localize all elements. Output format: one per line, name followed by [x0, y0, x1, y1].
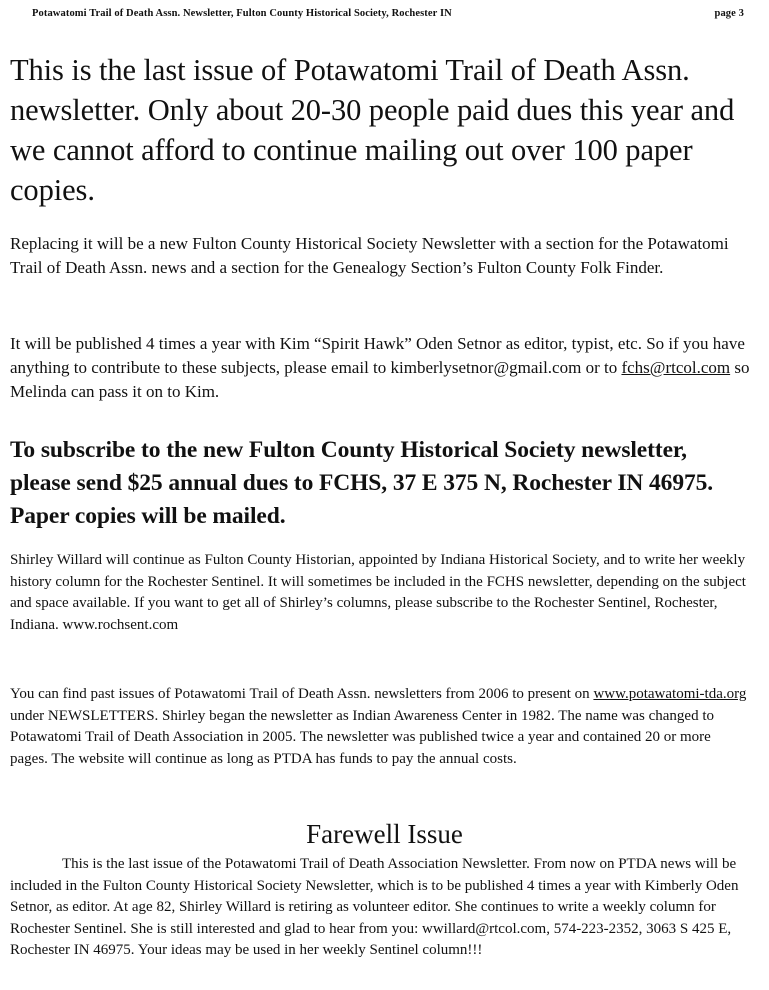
- publication-paragraph: [10, 332, 750, 404]
- fchs-email-link[interactable]: fchs@rtcol.com: [621, 358, 731, 377]
- farewell-heading: Farewell Issue: [306, 819, 463, 849]
- farewell-paragraph: This is the last issue of the Potawatomi Trail of Death Association Newsletter. From now on PTDA news will be included in the Fulton County Historical Society Newsletter, which is to be published 4 times a year with Kimberly Oden Setnor, as editor. At age 82, Shirley Willard is retiring as volunteer editor. She continues to write a weekly column for Rochester Sentinel. She is still interested and glad to hear from you: wwillard@rtcol.com, 574-223-2352, 3063 S 425 E, Rochester IN 46975. Your ideas may be used in her weekly Sentinel column!!!: [10, 856, 739, 958]
- replacement-paragraph: Replacing it will be a new Fulton County Historical Society Newsletter with a section for the Potawatomi Trail of Death Assn. news and a section for the Genealogy Section’s Fulton County Folk Finder.: [10, 234, 729, 277]
- subscribe-notice: To subscribe to the new Fulton County Historical Society newsletter, please send $25 annual dues to FCHS, 37 E 375 N, Rochester IN 46975. Paper copies will be mailed.: [10, 437, 714, 529]
- publication-text-end: so Melinda can pass it on to Kim.: [10, 358, 750, 401]
- lead-announcement: This is the last issue of Potawatomi Trail of Death Assn. newsletter. Only about 20-30 people paid dues this year and we cannot afford to continue mailing out over 100 paper copies.: [10, 53, 735, 207]
- publication-text-start: It will be published 4 times a year with Kim “Spirit Hawk” Oden Setnor as editor, typist, etc. So if you have anything to contribute to these subjects, please email to kimberlysetnor@gmail.com or to: [10, 334, 745, 377]
- website-link[interactable]: www.potawatomi-tda.org: [593, 686, 747, 702]
- past-issues-text-end: under NEWSLETTERS. Shirley began the newsletter as Indian Awareness Center in 1982. The name was changed to Potawatomi Trail of Death Association in 2005. The newsletter was published twice a year and contained 20 or more pages. The website will continue as long as PTDA has funds to pay the annual costs.: [10, 707, 714, 767]
- running-title: Potawatomi Trail of Death Assn. Newsletter, Fulton County Historical Society, Rochester IN: [32, 8, 452, 19]
- page-number: page 3: [714, 8, 744, 19]
- past-issues-text-start: You can find past issues of Potawatomi Trail of Death Assn. newsletters from 2006 to present on: [10, 686, 594, 702]
- historian-paragraph: Shirley Willard will continue as Fulton County Historian, appointed by Indiana Historical Society, and to write her weekly history column for the Rochester Sentinel. It will sometimes be included in the FCHS newsletter, depending on the subject and space available. If you want to get all of Shirley’s columns, please subscribe to the Rochester Sentinel, Rochester, Indiana. www.rochsent.com: [10, 552, 746, 633]
- past-issues-paragraph: [10, 684, 750, 770]
- running-header: [32, 8, 744, 19]
